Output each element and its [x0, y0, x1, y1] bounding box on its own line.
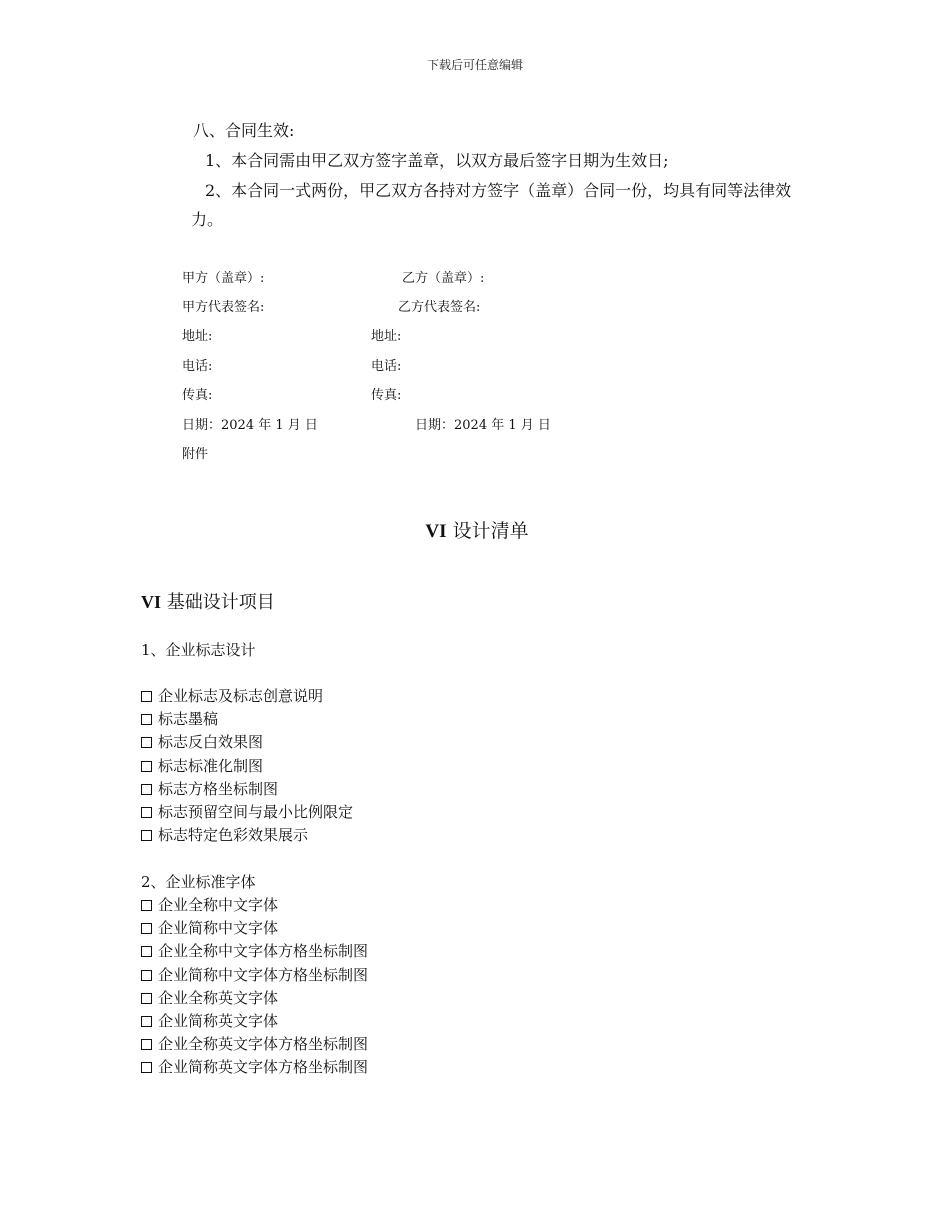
party-a-rep-label: 甲方代表签名: — [182, 300, 265, 315]
checkbox-icon[interactable] — [141, 1039, 152, 1050]
list-item — [141, 731, 353, 754]
party-a-fax-label: 传真: — [182, 388, 213, 403]
party-b-rep-label: 乙方代表签名: — [398, 300, 481, 315]
party-b-date-label: 日期：2024 年 1 月 日 — [415, 418, 551, 433]
list-item — [141, 778, 353, 801]
list-item-label: 企业全称英文字体 — [158, 988, 279, 1007]
document-title-bold: VI — [425, 521, 447, 542]
party-a-seal-label: 甲方（盖章）: — [182, 271, 265, 286]
list-item — [141, 917, 368, 940]
party-a-address-label: 地址: — [182, 329, 213, 344]
list-item — [141, 685, 353, 708]
list-item — [141, 801, 353, 824]
checklist-logo — [141, 685, 353, 847]
group-title-logo: 1、企业标志设计 — [141, 641, 256, 659]
list-item — [141, 940, 368, 963]
list-item-label: 标志预留空间与最小比例限定 — [158, 802, 354, 821]
list-item — [141, 1010, 368, 1033]
list-item-label: 企业简称英文字体方格坐标制图 — [158, 1058, 369, 1077]
checkbox-icon[interactable] — [141, 807, 152, 818]
list-item-label: 标志方格坐标制图 — [158, 779, 279, 798]
party-a-date-label: 日期：2024 年 1 月 日 — [182, 418, 318, 433]
checkbox-icon[interactable] — [141, 1062, 152, 1073]
list-item-label: 企业简称中文字体 — [158, 919, 279, 938]
list-item-label: 企业标志及标志创意说明 — [158, 687, 324, 705]
list-item-label: 标志特定色彩效果展示 — [158, 826, 309, 845]
checkbox-icon[interactable] — [141, 1016, 152, 1027]
list-item-label: 企业全称英文字体方格坐标制图 — [158, 1035, 369, 1054]
document-title-rest: 设计清单 — [446, 520, 529, 542]
checkbox-icon[interactable] — [141, 784, 152, 795]
checkbox-icon[interactable] — [141, 737, 152, 748]
clause-heading: 八、合同生效: — [193, 121, 295, 140]
section-heading-bold: VI — [141, 592, 162, 612]
list-item — [141, 708, 353, 731]
list-item-label: 标志反白效果图 — [158, 733, 264, 752]
list-item-label: 标志墨稿 — [158, 710, 219, 729]
list-item-label: 企业全称中文字体 — [158, 896, 279, 914]
party-b-address-label: 地址: — [371, 329, 402, 344]
document-title — [0, 518, 950, 545]
checkbox-icon[interactable] — [141, 900, 152, 911]
checkbox-icon[interactable] — [141, 830, 152, 841]
clause-item-2-line-1: 2、本合同一式两份，甲乙双方各持对方签字（盖章）合同一份，均具有同等法律效 — [205, 181, 792, 200]
list-item-label: 企业简称英文字体 — [158, 1011, 279, 1030]
list-item-label: 企业简称中文字体方格坐标制图 — [158, 965, 369, 984]
party-b-fax-label: 传真: — [371, 388, 402, 403]
checkbox-icon[interactable] — [141, 946, 152, 957]
checkbox-icon[interactable] — [141, 923, 152, 934]
list-item-label: 企业全称中文字体方格坐标制图 — [158, 942, 369, 961]
checklist-font — [141, 894, 368, 1080]
list-item — [141, 1033, 368, 1056]
list-item — [141, 987, 368, 1010]
group-title-font: 2、企业标准字体 — [141, 873, 256, 891]
party-b-seal-label: 乙方（盖章）: — [402, 271, 485, 286]
clause-item-1: 1、本合同需由甲乙双方签字盖章，以双方最后签字日期为生效日; — [205, 151, 669, 170]
clause-item-2-line-2: 力。 — [191, 210, 224, 229]
checkbox-icon[interactable] — [141, 970, 152, 981]
page-header: 下载后可任意编辑 — [426, 58, 523, 72]
list-item — [141, 1056, 368, 1079]
checkbox-icon[interactable] — [141, 993, 152, 1004]
list-item — [141, 894, 368, 917]
checkbox-icon[interactable] — [141, 714, 152, 725]
list-item — [141, 964, 368, 987]
checkbox-icon[interactable] — [141, 761, 152, 772]
section-heading — [141, 590, 275, 615]
attachment-label: 附件 — [182, 447, 209, 462]
list-item — [141, 824, 353, 847]
party-a-phone-label: 电话: — [182, 359, 213, 374]
list-item — [141, 755, 353, 778]
party-b-phone-label: 电话: — [371, 359, 402, 374]
checkbox-icon[interactable] — [141, 691, 152, 702]
list-item-label: 标志标准化制图 — [158, 756, 264, 775]
section-heading-rest: 基础设计项目 — [161, 592, 275, 613]
